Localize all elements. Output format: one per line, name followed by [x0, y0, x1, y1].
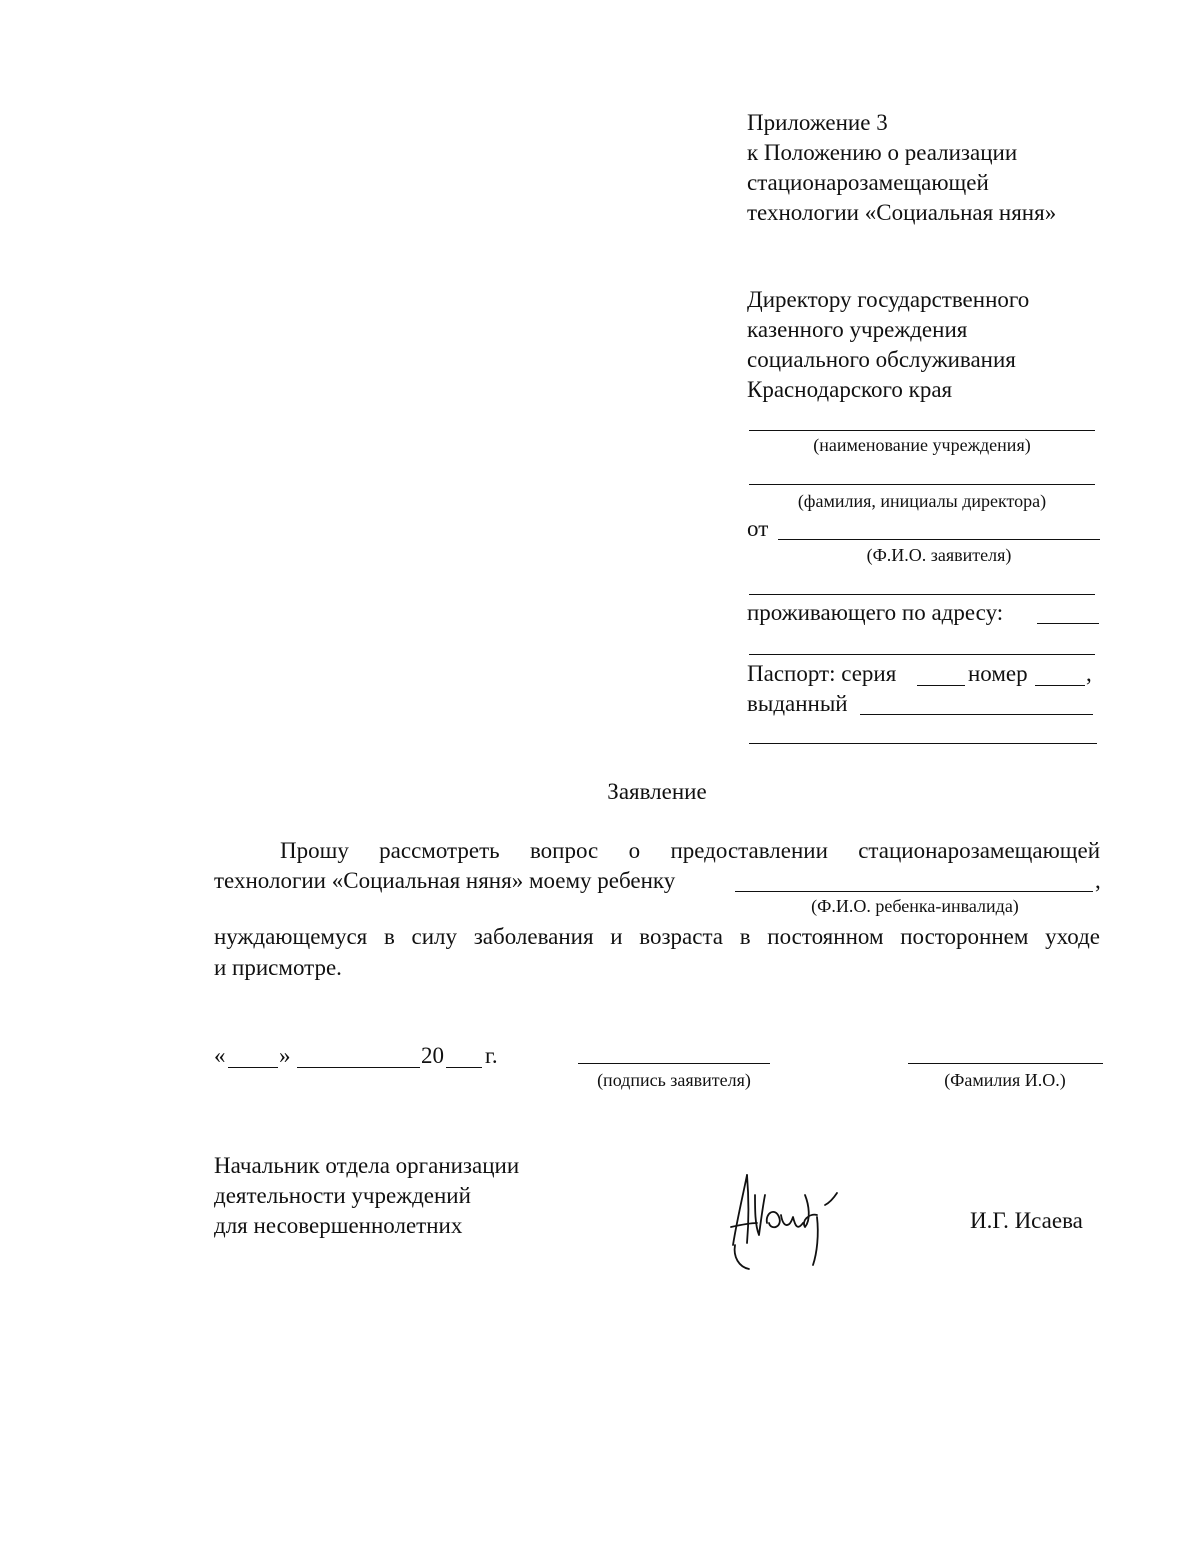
date-year-line [446, 1067, 482, 1068]
name-caption: (Фамилия И.О.) [944, 1070, 1066, 1090]
passport-number-label: номер [968, 661, 1028, 686]
signer-name: И.Г. Исаева [970, 1208, 1083, 1233]
director-line [749, 484, 1095, 485]
body-line-2: технологии «Социальная няня» моему ребенку [214, 868, 676, 893]
applicant-caption: (Ф.И.О. заявителя) [866, 545, 1012, 565]
institution-line [749, 430, 1095, 431]
appendix-line: стационарозамещающей [747, 170, 989, 195]
addressee-line: социального обслуживания [747, 347, 1016, 372]
passport-series-label: Паспорт: серия [747, 661, 897, 686]
date-day-line [228, 1067, 278, 1068]
date-close-quote: » [279, 1043, 291, 1068]
child-name-line [735, 891, 1093, 892]
footer-position-line: Начальник отдела организации [214, 1153, 520, 1178]
date-year-prefix: 20 [421, 1043, 444, 1068]
appendix-line: к Положению о реализации [747, 140, 1018, 165]
footer-position-line: для несовершеннолетних [214, 1213, 463, 1238]
addressee-block [747, 285, 1029, 405]
address-line [1037, 623, 1099, 624]
passport-number-line [1035, 685, 1085, 686]
issued-line [860, 714, 1093, 715]
from-label: от [747, 516, 769, 541]
date-year-suffix: г. [485, 1043, 498, 1068]
footer-position-line: деятельности учреждений [214, 1183, 471, 1208]
passport-comma: , [1086, 661, 1092, 686]
appendix-line: Приложение 3 [747, 110, 888, 135]
institution-caption: (наименование учреждения) [813, 435, 1031, 455]
body-line-1: Прошу рассмотреть вопрос о предоставлении стационарозамещающей [280, 838, 1100, 863]
signature-caption: (подпись заявителя) [597, 1070, 751, 1090]
handwritten-signature [725, 1165, 855, 1275]
body-line-4: и присмотре. [214, 955, 342, 980]
child-caption: (Ф.И.О. ребенка-инвалида) [811, 896, 1019, 916]
appendix-block [747, 108, 1056, 228]
body-line-3: нуждающемуся в силу заболевания и возраста в постоянном постороннем уходе [214, 924, 1100, 949]
address-line-2 [749, 654, 1095, 655]
addressee-line: казенного учреждения [747, 317, 968, 342]
date-open-quote: « [214, 1043, 226, 1068]
address-label: проживающего по адресу: [747, 600, 1004, 625]
issued-label: выданный [747, 691, 848, 716]
director-caption: (фамилия, инициалы директора) [797, 491, 1047, 511]
document-title: Заявление [607, 779, 707, 804]
body-line-2-end: , [1095, 868, 1101, 893]
addressee-line: Краснодарского края [747, 377, 953, 402]
date-month-line [297, 1067, 420, 1068]
addressee-line: Директору государственного [747, 287, 1030, 312]
appendix-line: технологии «Социальная няня» [747, 200, 1057, 225]
issued-line-2 [749, 743, 1097, 744]
passport-series-line [917, 685, 965, 686]
applicant-line-2 [749, 594, 1095, 595]
signature-line [578, 1063, 770, 1064]
applicant-line [778, 539, 1100, 540]
name-line [908, 1063, 1103, 1064]
footer-position-block [214, 1151, 519, 1241]
